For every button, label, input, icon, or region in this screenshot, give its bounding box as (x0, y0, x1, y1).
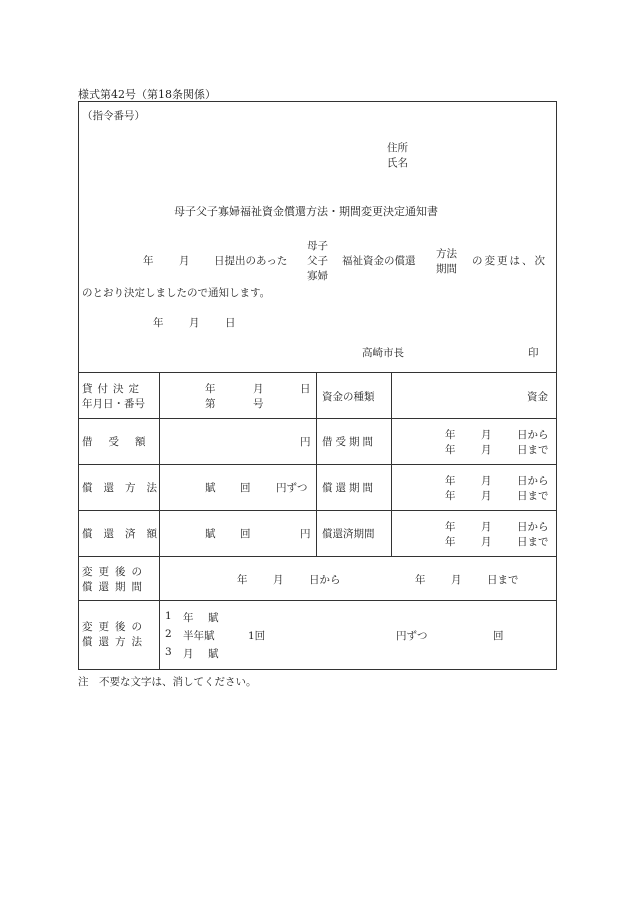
loan-decision-year: 年 (205, 383, 216, 395)
repaid-from-month: 月 (481, 521, 492, 533)
body-type-3: 寡婦 (307, 270, 328, 282)
repaid-to-day: 日まで (517, 536, 549, 548)
repay-period-label: 償還期間 (322, 482, 376, 494)
body-fund-repay: 福祉資金の償還 (342, 255, 416, 267)
row-line-2 (78, 418, 556, 419)
borrow-amount-yen: 円 (300, 436, 311, 448)
row-line-5 (78, 556, 556, 557)
row-line-1 (78, 372, 556, 373)
body-type-2: 父子 (307, 255, 328, 267)
body-type-1: 母子 (307, 240, 328, 252)
changed-method-yen-each: 円ずつ (396, 630, 428, 642)
col-line-a (159, 372, 160, 669)
repay-method-yen-each: 円ずつ (276, 482, 308, 494)
option-2-number: 2 (165, 628, 172, 640)
changed-period-year: 年 (237, 574, 248, 586)
option-3-number: 3 (165, 646, 172, 658)
repaid-period-label: 償還済期間 (322, 528, 375, 540)
frame-bottom (78, 669, 557, 670)
loan-decision-day: 日 (300, 383, 311, 395)
repay-to-day: 日まで (517, 490, 549, 502)
changed-method-once: 1回 (248, 630, 266, 642)
repay-method-label: 償還方法 (82, 482, 168, 494)
footer-note: 注 不要な文字は、消してください。 (78, 676, 257, 688)
body-period: 期間 (436, 263, 457, 275)
notice-date-day: 日 (225, 317, 236, 329)
designation-number: （指令番号） (82, 110, 145, 122)
option-1-b: 賦 (208, 612, 219, 624)
repaid-fu: 賦 (205, 528, 216, 540)
repaid-to-year: 年 (445, 536, 456, 548)
repaid-yen: 円 (300, 528, 311, 540)
option-1-a: 年 (183, 612, 194, 624)
repay-from-month: 月 (481, 475, 492, 487)
fund-type-label: 資金の種類 (322, 391, 375, 403)
repaid-to-month: 月 (481, 536, 492, 548)
borrow-to-day: 日まで (517, 444, 549, 456)
changed-period-from: 日から (309, 574, 341, 586)
notice-date-year: 年 (153, 317, 164, 329)
repaid-from-year: 年 (445, 521, 456, 533)
name-label: 氏名 (387, 157, 408, 169)
frame-top (78, 101, 556, 102)
address-label: 住所 (387, 142, 408, 154)
frame-left (78, 101, 79, 669)
borrow-amount-label: 借受額 (82, 436, 162, 448)
option-1-number: 1 (165, 610, 172, 622)
borrow-from-month: 月 (481, 429, 492, 441)
changed-period-label-2: 償還期間 (82, 581, 148, 593)
loan-decision-no-prefix: 第 (205, 398, 216, 410)
changed-method-label-2: 償還方法 (82, 636, 148, 648)
borrow-to-month: 月 (481, 444, 492, 456)
changed-period-to-month: 月 (451, 574, 462, 586)
frame-right (556, 101, 557, 669)
document-title: 母子父子寡婦福祉資金償還方法・期間変更決定通知書 (174, 205, 438, 218)
repay-from-day: 日から (517, 475, 549, 487)
repay-method-fu: 賦 (205, 482, 216, 494)
notice-date-month: 月 (189, 317, 200, 329)
row-line-4 (78, 510, 556, 511)
changed-method-kai: 回 (493, 630, 504, 642)
row-line-3 (78, 464, 556, 465)
form-number: 様式第42号（第18条関係） (78, 88, 216, 101)
row-line-6 (78, 600, 556, 601)
option-2: 半年賦 (183, 630, 215, 642)
fund-type-value: 資金 (527, 391, 548, 403)
body-day-submitted: 日提出のあった (214, 255, 288, 267)
loan-decision-label-1: 貸付決定 (82, 383, 144, 395)
changed-period-to-year: 年 (415, 574, 426, 586)
body-line-2: のとおり決定しましたので通知します。 (82, 287, 271, 299)
repay-from-year: 年 (445, 475, 456, 487)
repay-to-month: 月 (481, 490, 492, 502)
changed-period-to: 日まで (487, 574, 519, 586)
body-month: 月 (179, 255, 190, 267)
changed-period-label-1: 変更後の (82, 566, 148, 578)
loan-decision-no-suffix: 号 (253, 398, 264, 410)
changed-method-label-1: 変更後の (82, 621, 148, 633)
mayor-title: 高崎市長 (362, 347, 404, 359)
repaid-amount-label: 償還済額 (82, 528, 168, 540)
option-3-a: 月 (183, 648, 194, 660)
col-line-b (316, 372, 317, 556)
seal-mark: 印 (528, 347, 539, 359)
borrow-from-year: 年 (445, 429, 456, 441)
loan-decision-label-2: 年月日・番号 (82, 398, 145, 410)
option-3-b: 賦 (208, 648, 219, 660)
loan-decision-month: 月 (253, 383, 264, 395)
body-change-text: の変更は、次 (472, 255, 547, 267)
repaid-kai: 回 (240, 528, 251, 540)
repay-method-kai: 回 (240, 482, 251, 494)
body-year: 年 (143, 255, 154, 267)
col-line-c (391, 372, 392, 556)
repaid-from-day: 日から (517, 521, 549, 533)
borrow-from-day: 日から (517, 429, 549, 441)
borrow-to-year: 年 (445, 444, 456, 456)
body-method: 方法 (436, 248, 457, 260)
borrow-period-label: 借受期間 (322, 436, 376, 448)
changed-period-month: 月 (273, 574, 284, 586)
repay-to-year: 年 (445, 490, 456, 502)
